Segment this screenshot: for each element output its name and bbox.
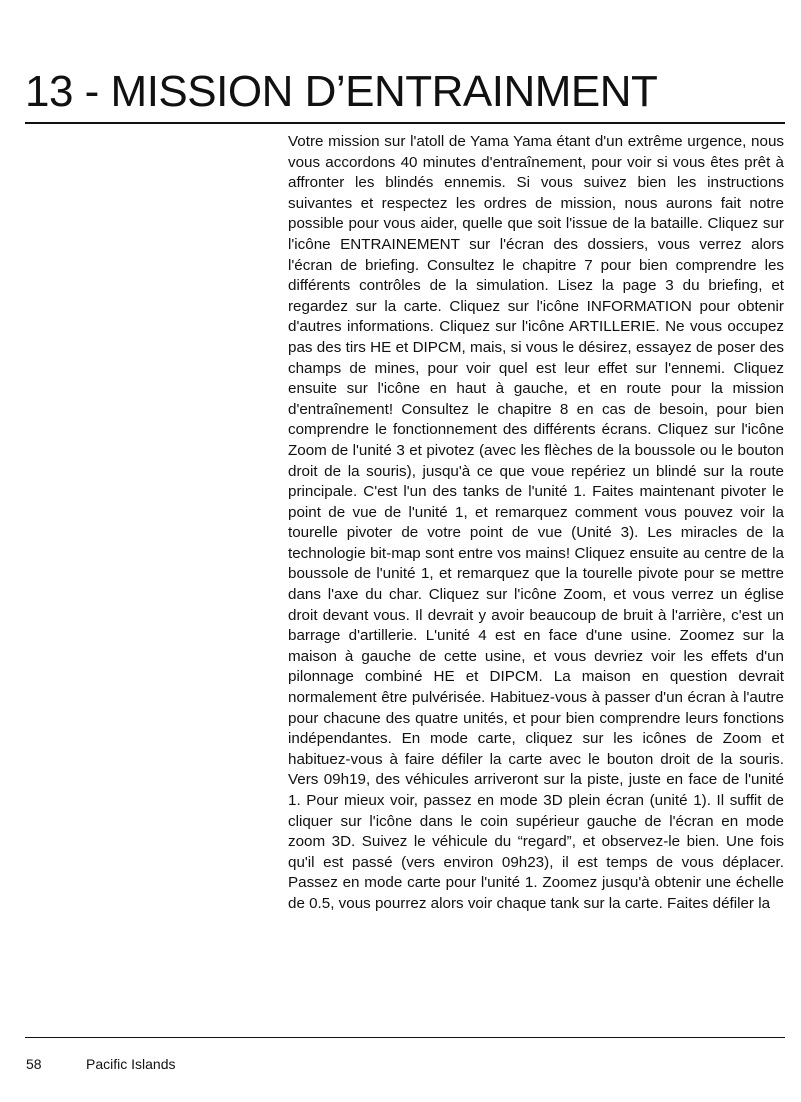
page-number: 58 [26, 1056, 42, 1072]
page-title: 13 - MISSION D’ENTRAINMENT [25, 67, 658, 116]
footer-divider [25, 1037, 785, 1038]
body-paragraph: Votre mission sur l'atoll de Yama Yama étant d'un extrême urgence, nous vous accordons 40 minutes d'entraînement, pour voir si vous êtes prêt à affronter les blindés ennemis. Si vous suivez bien les instructions suivantes et respectez les ordres de mission, nous aurons fait notre possible pour vous aider, quelle que soit l'issue de la bataille. Cliquez sur l'icône ENTRAINEMENT sur l'écran des dossiers, vous verrez alors l'écran de briefing. Consultez le chapitre 7 pour bien comprendre les différents contrôles de la simulation. Lisez la page 3 du briefing, et regardez sur la carte. Cliquez sur l'icône INFORMATION pour obtenir d'autres informations. Cliquez sur l'icône ARTILLERIE. Ne vous occupez pas des tirs HE et DIPCM, mais, si vous le désirez, essayez de poser des champs de mines, pour voir quel est leur effet sur l'ennemi. Cliquez ensuite sur l'icône en haut à gauche, et en route pour la mission d'entraînement! Consultez le chapitre 8 en cas de besoin, pour bien comprendre le fonctionnement des différents écrans. Cliquez sur l'icône Zoom de l'unité 3 et pivotez (avec les flèches de la boussole ou le bouton droit de la souris), jusqu'à ce que voue repériez un blindé sur la route principale. C'est l'un des tanks de l'unité 1. Faites maintenant pivoter le point de vue de l'unité 1, et remarquez comment vous pouvez voir la tourelle pivoter de votre point de vue (Unité 3). Les miracles de la technologie bit-map sont entre vos mains! Cliquez ensuite au centre de la boussole de l'unité 1, et remarquez que la tourelle pivote pour se mettre dans l'axe du char. Cliquez sur l'icône Zoom, et vous verrez un église droit devant vous. Il devrait y avoir beaucoup de bruit à l'arrière, c'est un barrage d'artillerie. L'unité 4 est en face d'une usine. Zoomez sur la maison à gauche de cette usine, et vous devriez voir les effets d'un pilonnage combiné HE et DIPCM. La maison en question devrait normalement être pulvérisée. Habituez-vous à passer d'un écran à l'autre pour chacune des quatre unités, et pour bien comprendre leurs fonctions indépendantes. En mode carte, cliquez sur les icônes de Zoom et habituez-vous à faire défiler la carte avec le bouton droit de la souris. Vers 09h19, des véhicules arriveront sur la piste, juste en face de l'unité 1. Pour mieux voir, passez en mode 3D plein écran (unité 1). Il suffit de cliquer sur l'icône dans le coin supérieur gauche de l'écran en mode zoom 3D. Suivez le véhicule du “regard”, et observez-le bien. Une fois qu'il est passé (vers environ 09h23), il est temps de vous déplacer. Passez en mode carte pour l'unité 1. Zoomez jusqu'à obtenir une échelle de 0.5, vous pourrez alors voir chaque tank sur la carte. Faites défiler la [288, 133, 784, 912]
title-divider [25, 122, 785, 124]
footer-book-title: Pacific Islands [86, 1056, 176, 1072]
